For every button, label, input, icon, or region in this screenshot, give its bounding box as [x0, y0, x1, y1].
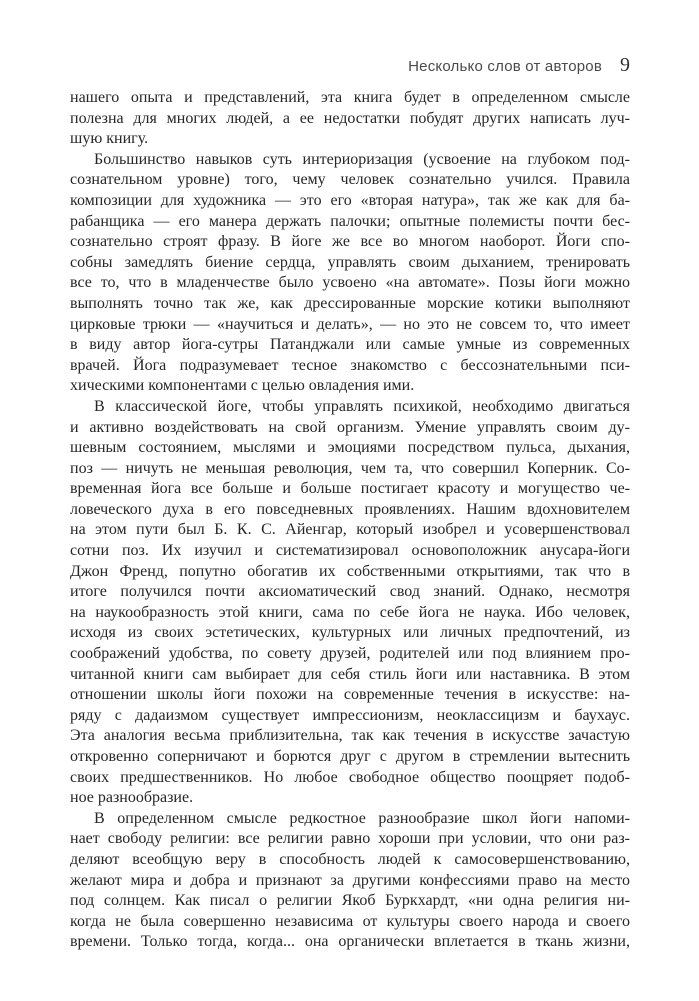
text-line: нашего опыта и представлений, эта книга будет в определенном смысле: [70, 89, 630, 106]
text-line: откровенно соперничают и борются друг с другом в стремлении вытеснить: [70, 748, 630, 765]
paragraph: [70, 150, 630, 397]
text-line: ное разнообразие.: [70, 789, 194, 807]
text-line: своих предшественников. Но любое свободное общество поощряет подоб-: [70, 768, 630, 786]
paragraph: [70, 88, 630, 150]
paragraph: [70, 397, 630, 809]
text-line: времени. Только тогда, когда... она органически вплетается в ткань жизни,: [70, 933, 630, 951]
text-line: В определенном смысле редкостное разнообразие школ йоги напоми-: [94, 809, 630, 827]
page-header: [70, 54, 630, 77]
text-line: когда не была совершенно независима от культуры своего народа и своего: [70, 912, 630, 930]
page-number: 9: [620, 54, 630, 76]
text-line: Эта аналогия весьма приблизительна, так как течения в искусстве зачастую: [70, 727, 630, 745]
text-line: желают мира и добра и признают за другими конфессиями право на место: [70, 871, 630, 889]
text-line: все то, что в младенчестве было усвоено «на автомате». Позы йоги можно: [70, 274, 630, 292]
text-line: и активно воздействовать на свой организм. Умение управлять своим ду-: [70, 418, 630, 436]
text-line: Большинство навыков суть интериоризация (усвоение на глубоком под-: [94, 150, 630, 168]
text-line: на этом пути был Б. К. С. Айенгар, который изобрел и усовершенствовал: [70, 521, 630, 539]
text-line: сотни поз. Их изучил и систематизировал основоположник анусара-йоги: [70, 542, 630, 560]
text-line: исходя из своих эстетических, культурных или личных предпочтений, из: [70, 624, 630, 642]
text-line: выполнять точно так же, как дрессированные морские котики выполняют: [70, 294, 630, 312]
text-line: композиции для художника — это его «вторая натура», так же как для ба-: [70, 191, 630, 209]
text-line: временная йога все больше и больше постигает красоту и могущество че-: [70, 480, 630, 498]
paragraph: [70, 809, 630, 953]
text-line: нает свободу религии: все религии равно хороши при условии, что они раз-: [70, 830, 630, 848]
text-line: полезна для многих людей, а ее недостатки побудят других написать луч-: [70, 109, 630, 127]
text-line: Джон Френд, попутно обогатив их собственными открытиями, так что в: [70, 562, 630, 580]
text-line: итоге получился почти аксиоматический свод знаний. Однако, несмотря: [70, 583, 630, 601]
text-line: В классической йоге, чтобы управлять психикой, необходимо двигаться: [94, 397, 630, 415]
text-line: сознательном уровне) того, чему человек сознательно учился. Правила: [70, 171, 630, 189]
running-title: Несколько слов от авторов: [408, 58, 602, 75]
text-line: собны замедлять биение сердца, управлять своим дыханием, тренировать: [70, 253, 630, 271]
body-text: [70, 88, 630, 953]
text-line: ловеческого духа в его повседневных проявлениях. Нашим вдохновителем: [70, 500, 630, 518]
text-line: рабанщика — его манера держать палочки; опытные полемисты почти бес-: [70, 212, 630, 230]
text-line: читанной книги сам выбирает для себя стиль йоги или наставника. В этом: [70, 665, 630, 683]
text-line: соображений удобства, по совету друзей, родителей или под влиянием про-: [70, 645, 630, 663]
text-line: отношении школы йоги похожи на современные течения в искусстве: на-: [70, 686, 630, 704]
text-line: на наукообразность этой книги, сама по себе йога не наука. Ибо человек,: [70, 603, 630, 621]
text-line: врачей. Йога подразумевает тесное знакомство с бессознательными пси-: [70, 356, 630, 374]
text-line: шевным состоянием, мыслями и эмоциями посредством пульса, дыхания,: [70, 439, 630, 457]
text-line: хическими компонентами с целью овладения ими.: [70, 377, 415, 395]
text-line: деляют всеобщую веру в способность людей к самосовершенствованию,: [70, 850, 630, 868]
text-line: под солнцем. Как писал о религии Якоб Буркхардт, «ни одна религия ни-: [70, 892, 630, 910]
text-line: ряду с дадаизмом существует импрессионизм, неоклассицизм и баухаус.: [70, 706, 630, 724]
text-line: шую книгу.: [70, 130, 149, 148]
text-line: в виду автор йога-сутры Патанджали или самые умные из современных: [70, 336, 630, 354]
text-line: поз — ничуть не меньшая революция, чем та, что совершил Коперник. Со-: [70, 459, 630, 477]
text-line: сознательно строят фразу. В йоге же все во многом наоборот. Йоги спо-: [70, 233, 630, 251]
text-line: цирковые трюки — «научиться и делать», — но это не совсем то, что имеет: [70, 315, 630, 333]
